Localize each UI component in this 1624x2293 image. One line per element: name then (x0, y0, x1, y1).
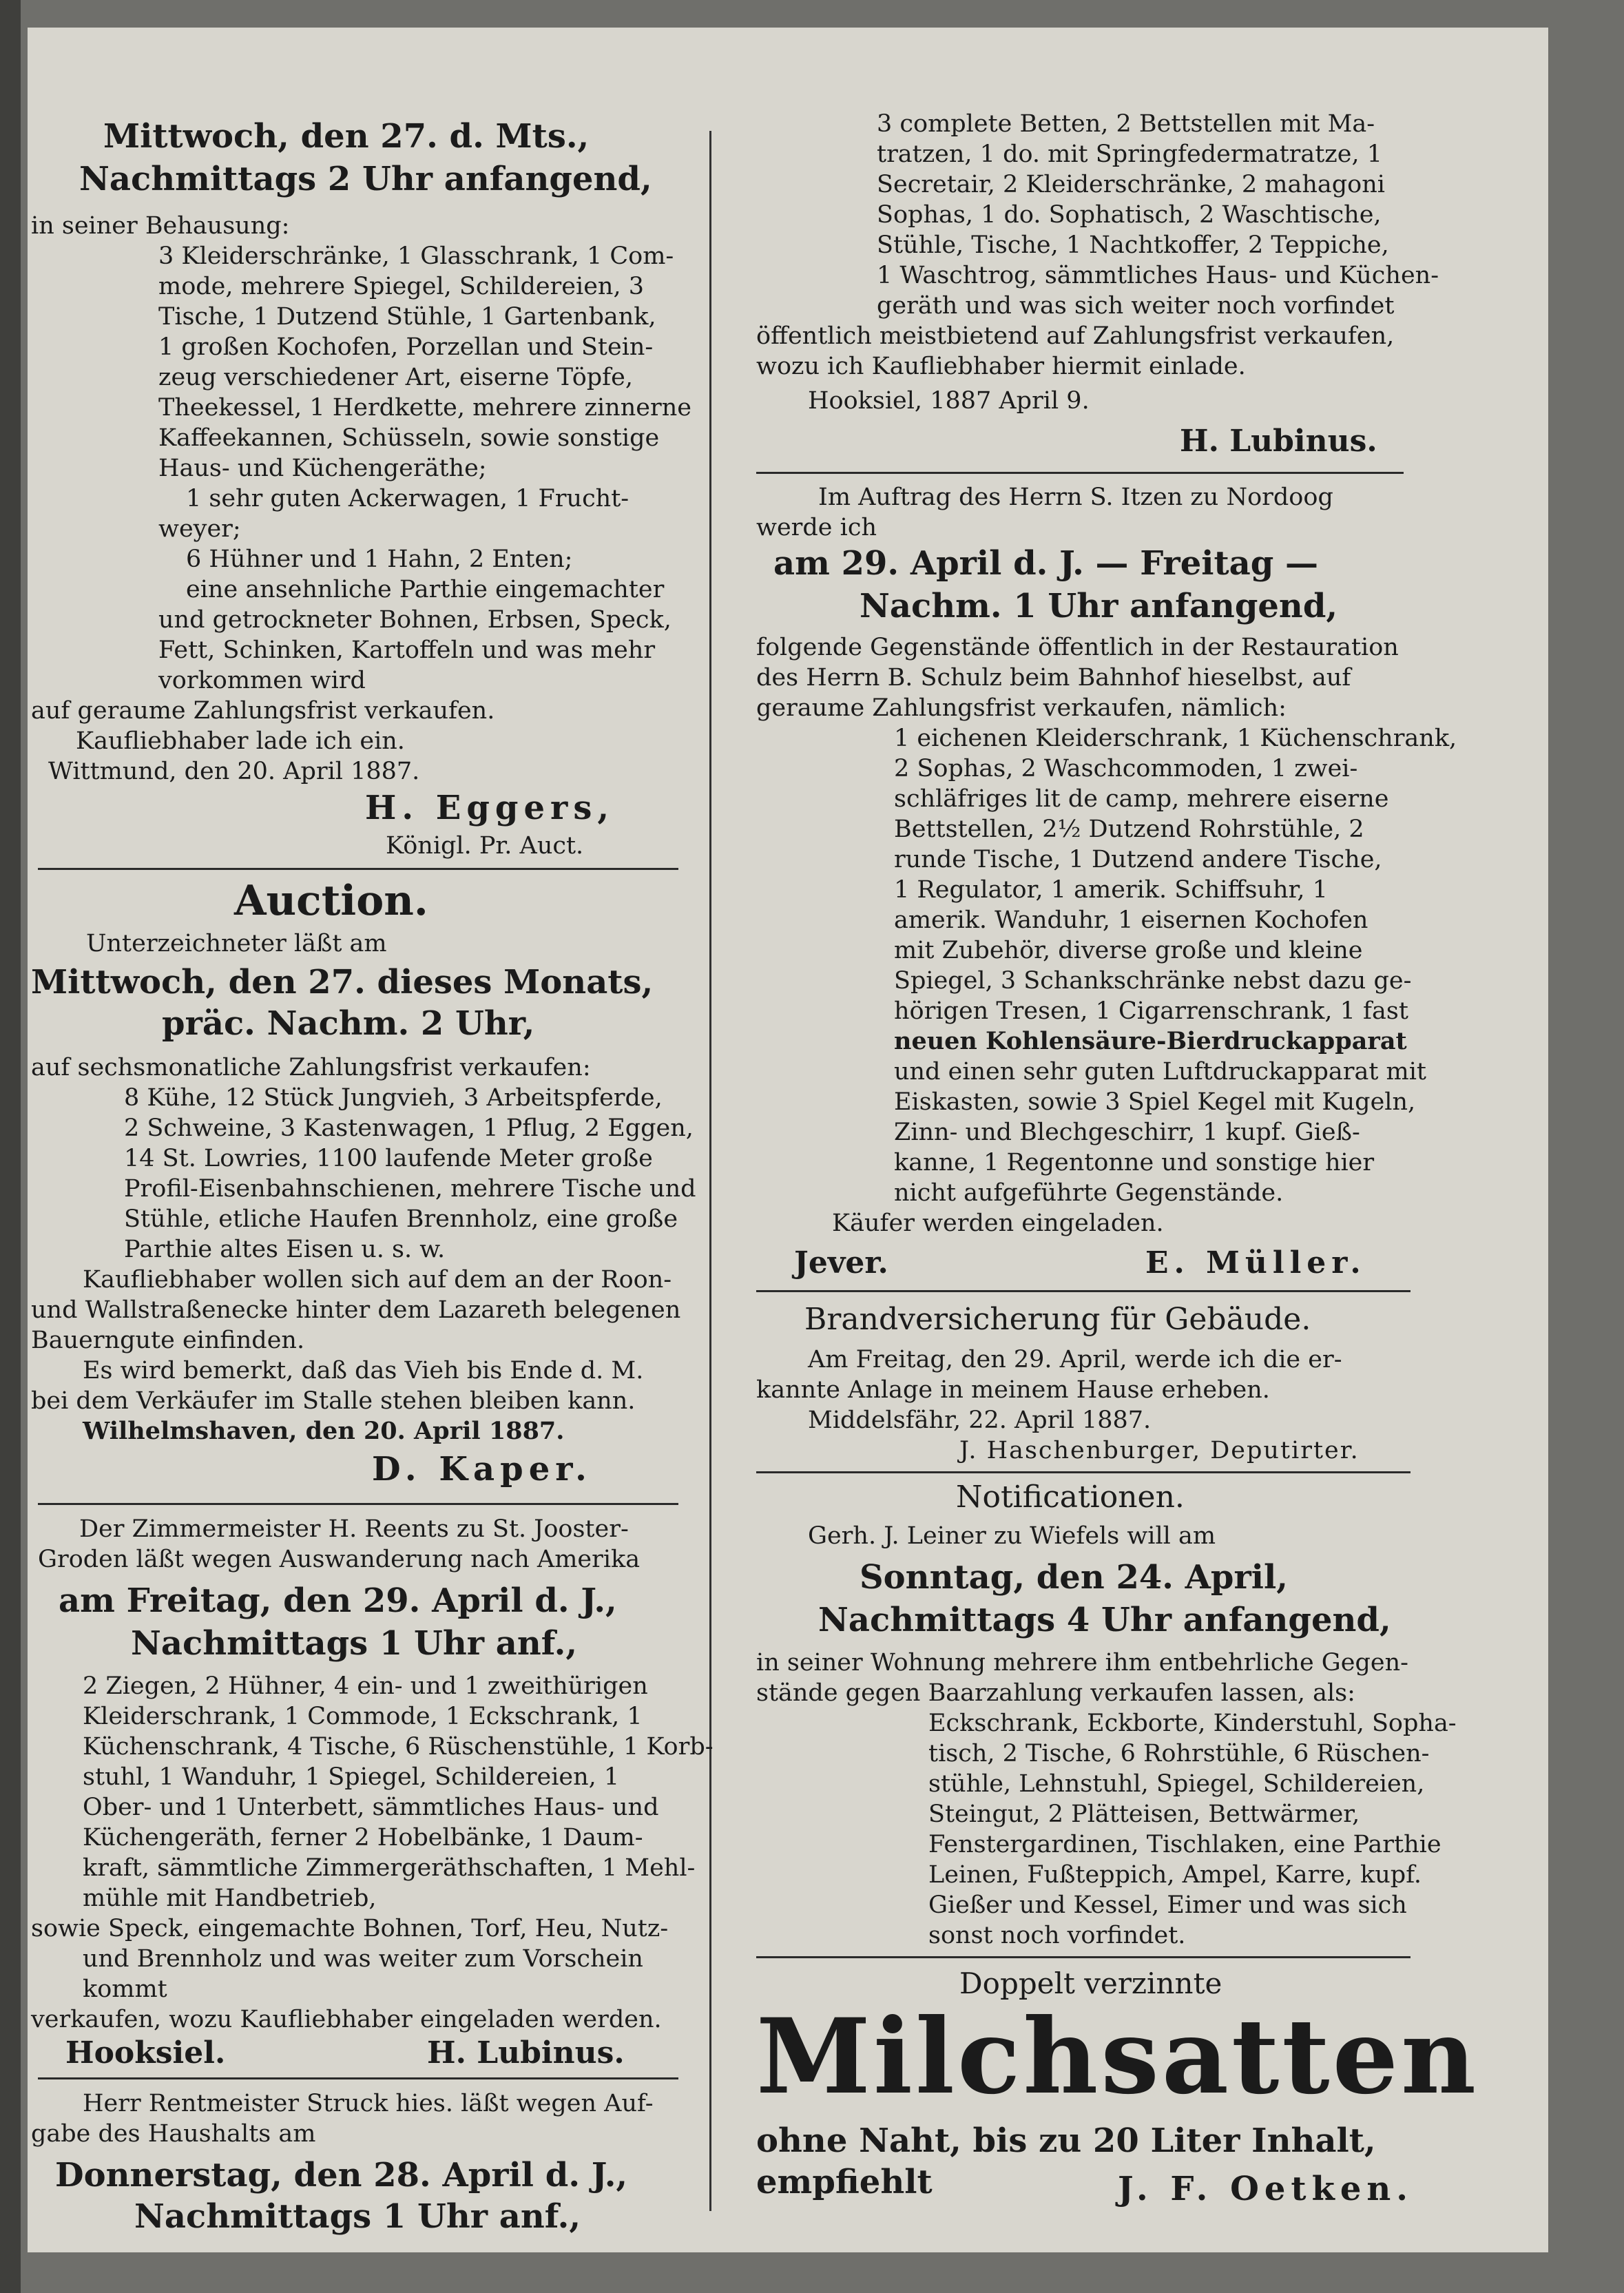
mueller-text: mit Zubehör, diverse große und kleine (894, 937, 1363, 964)
leiner-text: Gerh. J. Leiner zu Wiefels will am (808, 1522, 1216, 1550)
mueller-text: 1 eichenen Kleiderschrank, 1 Küchenschrank, (894, 725, 1457, 752)
eggers-title: Königl. Pr. Auct. (386, 832, 584, 860)
reents-text: stuhl, 1 Wanduhr, 1 Spiegel, Schildereien, 1 (83, 1763, 620, 1791)
eggers-text: Tische, 1 Dutzend Stühle, 1 Gartenbank, (158, 303, 656, 331)
lubinus-text: wozu ich Kaufliebhaber hiermit einlade. (756, 353, 1246, 380)
mueller-text: werde ich (756, 514, 877, 541)
eggers-text: Theekessel, 1 Herdkette, mehrere zinnerne (158, 394, 691, 422)
kaper-text: Profil-Eisenbahnschienen, mehrere Tische und (124, 1175, 696, 1203)
column-divider (709, 131, 711, 2211)
oetken-headline: Milchsatten (756, 1996, 1479, 2117)
newspaper-page (28, 28, 1548, 2252)
brand-heading: Brandversicherung für Gebäude. (804, 1302, 1311, 1337)
reents-text: sowie Speck, eingemachte Bohnen, Torf, Heu, Nutz- (31, 1915, 669, 1942)
mueller-text: nicht aufgeführte Gegenstände. (894, 1179, 1284, 1207)
leiner-text: in seiner Wohnung mehrere ihm entbehrliche Gegen- (756, 1649, 1408, 1677)
eggers-text: eine ansehnliche Parthie eingemachter (186, 576, 665, 603)
lubinus-text: 1 Waschtrog, sämmtliches Haus- und Küchen- (877, 262, 1439, 289)
kaper-text: Stühle, etliche Haufen Brennholz, eine große (124, 1205, 678, 1233)
eggers-text: 1 großen Kochofen, Porzellan und Stein- (158, 333, 654, 361)
kaper-signature: D. Kaper. (372, 1450, 592, 1488)
reents-text: kommt (83, 1975, 167, 2003)
brand-signature: J. Haschenburger, Deputirter. (959, 1437, 1360, 1464)
reents-text: mühle mit Handbetrieb, (83, 1885, 377, 1912)
mueller-text: Im Auftrag des Herrn S. Itzen zu Nordoog (818, 484, 1333, 511)
kaper-time-line: präc. Nachm. 2 Uhr, (162, 1004, 535, 1043)
kaper-text: Kaufliebhaber wollen sich auf dem an der Roon- (83, 1266, 672, 1294)
reents-text: Küchenschrank, 4 Tische, 6 Rüschenstühle, 1 Korb- (83, 1733, 714, 1761)
leiner-text: Eckschrank, Eckborte, Kinderstuhl, Sopha- (928, 1710, 1457, 1737)
mueller-time-line: Nachm. 1 Uhr anfangend, (860, 587, 1338, 625)
reents-time-line: Nachmittags 1 Uhr anf., (131, 1624, 578, 1663)
leiner-text: Leinen, Fußteppich, Ampel, Karre, kupf. (928, 1861, 1422, 1889)
oetken-text: ohne Naht, bis zu 20 Liter Inhalt, (756, 2121, 1376, 2160)
eggers-text: Kaufliebhaber lade ich ein. (76, 727, 405, 755)
eggers-text: Fett, Schinken, Kartoffeln und was mehr (158, 636, 656, 664)
reents-date-line: am Freitag, den 29. April d. J., (59, 1581, 617, 1620)
eggers-signature: H. Eggers, (365, 789, 615, 827)
reents-text: kraft, sämmtliche Zimmergeräthschaften, 1 Mehl- (83, 1854, 696, 1882)
mueller-place: Jever. (794, 1245, 888, 1280)
eggers-text: vorkommen wird (158, 667, 366, 694)
leiner-time-line: Nachmittags 4 Uhr anfangend, (818, 1601, 1391, 1639)
mueller-date-line: am 29. April d. J. — Freitag — (773, 544, 1319, 583)
struck-time-line: Nachmittags 1 Uhr anf., (134, 2197, 581, 2236)
mueller-text: schläfriges lit de camp, mehrere eiserne (894, 785, 1389, 813)
struck-date-line: Donnerstag, den 28. April d. J., (55, 2156, 628, 2195)
leiner-text: Gießer und Kessel, Eimer und was sich (928, 1891, 1407, 1919)
mueller-signature: E. Müller. (1145, 1245, 1366, 1280)
struck-text: gabe des Haushalts am (31, 2120, 316, 2148)
rule (756, 1956, 1410, 1958)
lubinus-place-date: Hooksiel, 1887 April 9. (808, 387, 1090, 415)
kaper-text: 2 Schweine, 3 Kastenwagen, 1 Pflug, 2 Eggen, (124, 1114, 694, 1142)
eggers-time-line: Nachmittags 2 Uhr anfangend, (79, 160, 652, 198)
brand-text: Am Freitag, den 29. April, werde ich die er- (808, 1346, 1342, 1373)
mueller-text: Zinn- und Blechgeschirr, 1 kupf. Gieß- (894, 1119, 1360, 1146)
mueller-text: 2 Sophas, 2 Waschcommoden, 1 zwei- (894, 755, 1358, 782)
mueller-text: und einen sehr guten Luftdruckapparat mit (894, 1058, 1426, 1086)
eggers-text: zeug verschiedener Art, eiserne Töpfe, (158, 364, 633, 391)
mueller-text: Eiskasten, sowie 3 Spiel Kegel mit Kugeln, (894, 1088, 1416, 1116)
leiner-text: Steingut, 2 Plätteisen, Bettwärmer, (928, 1801, 1360, 1828)
rule (38, 2077, 678, 2079)
brand-text: kannte Anlage in meinem Hause erheben. (756, 1376, 1270, 1404)
eggers-text: weyer; (158, 515, 241, 543)
reents-text: Kleiderschrank, 1 Commode, 1 Eckschrank, 1 (83, 1703, 643, 1730)
mueller-bold-text: neuen Kohlensäure-Bierdruckapparat (894, 1027, 1407, 1055)
kaper-text: bei dem Verkäufer im Stalle stehen bleiben kann. (31, 1387, 636, 1415)
eggers-date-line: Mittwoch, den 27. d. Mts., (103, 117, 590, 156)
kaper-text: 14 St. Lowries, 1100 laufende Meter große (124, 1145, 653, 1172)
rule (38, 868, 678, 870)
eggers-text: und getrockneter Bohnen, Erbsen, Speck, (158, 606, 672, 634)
auction-heading: Auction. (234, 877, 428, 925)
lubinus-text: Stühle, Tische, 1 Nachtkoffer, 2 Teppiche, (877, 231, 1389, 259)
leiner-text: Fenstergardinen, Tischlaken, eine Parthie (928, 1831, 1441, 1858)
oetken-subheading: Doppelt verzinnte (959, 1967, 1222, 2000)
eggers-place-date: Wittmund, den 20. April 1887. (48, 758, 420, 785)
mueller-text: Bettstellen, 2½ Dutzend Rohrstühle, 2 (894, 816, 1364, 843)
eggers-text: auf geraume Zahlungsfrist verkaufen. (31, 697, 495, 725)
reents-text: verkaufen, wozu Kaufliebhaber eingeladen werden. (31, 2006, 662, 2033)
notifications-heading: Notificationen. (956, 1480, 1185, 1515)
rule (756, 1471, 1410, 1473)
kaper-text: Es wird bemerkt, daß das Vieh bis Ende d. M. (83, 1357, 644, 1384)
lubinus-text: tratzen, 1 do. mit Springfedermatratze, 1 (877, 141, 1382, 168)
leiner-date-line: Sonntag, den 24. April, (860, 1558, 1288, 1597)
reents-text: Küchengeräth, ferner 2 Hobelbänke, 1 Daum- (83, 1824, 643, 1851)
reents-text: Ober- und 1 Unterbett, sämmtliches Haus- und (83, 1794, 659, 1821)
brand-place-date: Middelsfähr, 22. April 1887. (808, 1407, 1152, 1434)
lubinus-text: 3 complete Betten, 2 Bettstellen mit Ma- (877, 110, 1375, 138)
kaper-text: auf sechsmonatliche Zahlungsfrist verkaufen: (31, 1054, 591, 1081)
oetken-signature: J. F. Oetken. (1118, 2170, 1414, 2208)
mueller-text: geraume Zahlungsfrist verkaufen, nämlich: (756, 694, 1287, 722)
mueller-text: folgende Gegenstände öffentlich in der Restauration (756, 634, 1399, 661)
rule (38, 1503, 678, 1505)
reents-text: 2 Ziegen, 2 Hühner, 4 ein- und 1 zweithürigen (83, 1672, 648, 1700)
kaper-place-date: Wilhelmshaven, den 20. April 1887. (83, 1417, 565, 1445)
eggers-text: 3 Kleiderschränke, 1 Glasschrank, 1 Com- (158, 242, 674, 270)
kaper-text: Bauerngute einfinden. (31, 1327, 305, 1354)
mueller-text: hörigen Tresen, 1 Cigarrenschrank, 1 fast (894, 997, 1408, 1025)
rule (756, 472, 1404, 474)
leiner-text: sonst noch vorfindet. (928, 1922, 1186, 1949)
eggers-text: mode, mehrere Spiegel, Schildereien, 3 (158, 273, 644, 300)
reents-text: Groden läßt wegen Auswanderung nach Amerika (38, 1546, 641, 1573)
lubinus-text: Sophas, 1 do. Sophatisch, 2 Waschtische, (877, 201, 1382, 229)
eggers-text: Kaffeekannen, Schüsseln, sowie sonstige (158, 424, 660, 452)
lubinus-text: öffentlich meistbietend auf Zahlungsfrist verkaufen, (756, 322, 1395, 350)
kaper-text: Parthie altes Eisen u. s. w. (124, 1236, 446, 1263)
oetken-text: empfiehlt (756, 2163, 933, 2201)
leiner-text: stände gegen Baarzahlung verkaufen lassen, als: (756, 1679, 1355, 1707)
leiner-text: stühle, Lehnstuhl, Spiegel, Schildereien, (928, 1770, 1425, 1798)
book-spine (0, 0, 21, 2293)
kaper-date-line: Mittwoch, den 27. dieses Monats, (31, 963, 654, 1002)
kaper-text: Unterzeichneter läßt am (86, 930, 387, 957)
mueller-text: des Herrn B. Schulz beim Bahnhof hieselbst, auf (756, 664, 1351, 692)
mueller-text: Spiegel, 3 Schankschränke nebst dazu ge- (894, 967, 1412, 995)
lubinus-signature: H. Lubinus. (1180, 424, 1377, 459)
eggers-text: 6 Hühner und 1 Hahn, 2 Enten; (186, 546, 573, 573)
lubinus-text: Secretair, 2 Kleiderschränke, 2 mahagoni (877, 171, 1385, 198)
mueller-text: amerik. Wanduhr, 1 eisernen Kochofen (894, 906, 1368, 934)
leiner-text: tisch, 2 Tische, 6 Rohrstühle, 6 Rüschen- (928, 1740, 1430, 1767)
mueller-text: kanne, 1 Regentonne und sonstige hier (894, 1149, 1375, 1176)
rule (756, 1290, 1410, 1292)
mueller-text: runde Tische, 1 Dutzend andere Tische, (894, 846, 1382, 873)
reents-text: Der Zimmermeister H. Reents zu St. Jooster- (79, 1515, 629, 1543)
mueller-text: 1 Regulator, 1 amerik. Schiffsuhr, 1 (894, 876, 1328, 904)
lubinus-text: geräth und was sich weiter noch vorfindet (877, 292, 1395, 320)
mueller-text: Käufer werden eingeladen. (832, 1210, 1164, 1237)
eggers-text: 1 sehr guten Ackerwagen, 1 Frucht- (186, 485, 629, 512)
eggers-text: Haus- und Küchengeräthe; (158, 455, 487, 482)
reents-signature: H. Lubinus. (427, 2035, 625, 2071)
struck-text: Herr Rentmeister Struck hies. läßt wegen Auf- (83, 2090, 654, 2117)
reents-text: und Brennholz und was weiter zum Vorschein (83, 1945, 643, 1973)
eggers-text: in seiner Behausung: (31, 212, 290, 240)
kaper-text: und Wallstraßenecke hinter dem Lazareth belegenen (31, 1296, 681, 1324)
reents-place: Hooksiel. (65, 2035, 226, 2071)
kaper-text: 8 Kühe, 12 Stück Jungvieh, 3 Arbeitspferde, (124, 1084, 663, 1112)
